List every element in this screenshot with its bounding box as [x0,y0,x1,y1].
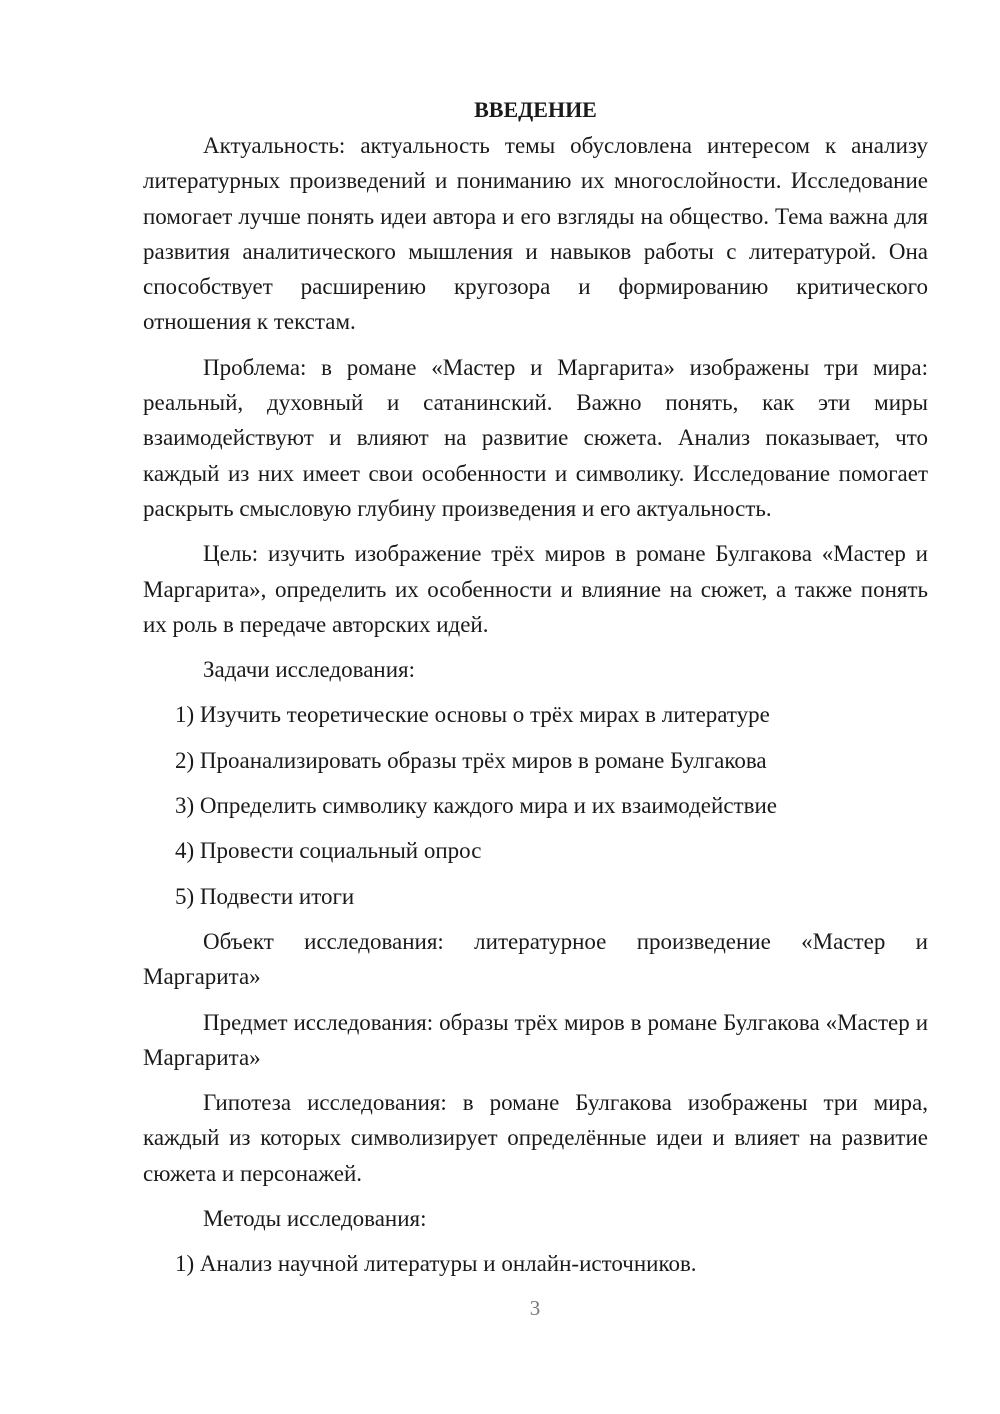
problem-paragraph: Проблема: в романе «Мастер и Маргарита» изображены три мира: реальный, духовный и сатанинский. Важно понять, как эти миры взаимодействуют и влияют на развитие сюжета. Анализ показывает, что каждый из них имеет свои особенности и символику. Исследование помогает раскрыть смысловую глубину произведения и его актуальность. [143,354,928,521]
object-paragraph: Объект исследования: литературное произведение «Мастер и Маргарита» [143,928,928,990]
methods-list [143,1246,928,1281]
task-item: 4) Провести социальный опрос [175,838,482,864]
relevance-paragraph: Актуальность: актуальность темы обусловлена интересом к анализу литературных произведений и пониманию их многослойности. Исследование помогает лучше понять идеи автора и его взгляды на общество. Тема важна для развития аналитического мышления и навыков работы с литературой. Она способствует расширению кругозора и формированию критического отношения к текстам. [143,133,928,335]
document-page [143,92,928,1292]
section-heading: ВВЕДЕНИЕ [474,97,597,122]
hypothesis-paragraph: Гипотеза исследования: в романе Булгакова изображены три мира, каждый из которых символизирует определённые идеи и влияет на развитие сюжета и персонажей. [143,1090,928,1186]
goal-paragraph: Цель: изучить изображение трёх миров в романе Булгакова «Мастер и Маргарита», определить их особенности и влияние на сюжет, а также понять их роль в передаче авторских идей. [143,541,928,637]
method-item: 1) Анализ научной литературы и онлайн-источников. [175,1251,697,1277]
subject-paragraph: Предмет исследования: образы трёх миров в романе Булгакова «Мастер и Маргарита» [143,1009,928,1070]
task-item: 1) Изучить теоретические основы о трёх мирах в литературе [175,702,770,728]
task-item: 2) Проанализировать образы трёх миров в романе Булгакова [175,747,767,773]
tasks-title: Задачи исследования: [203,657,416,683]
task-item: 5) Подвести итоги [175,883,355,909]
page-number: 3 [529,1296,541,1320]
methods-title: Методы исследования: [203,1206,427,1232]
task-item: 3) Определить символику каждого мира и их взаимодействие [175,793,777,819]
tasks-list [143,697,928,913]
